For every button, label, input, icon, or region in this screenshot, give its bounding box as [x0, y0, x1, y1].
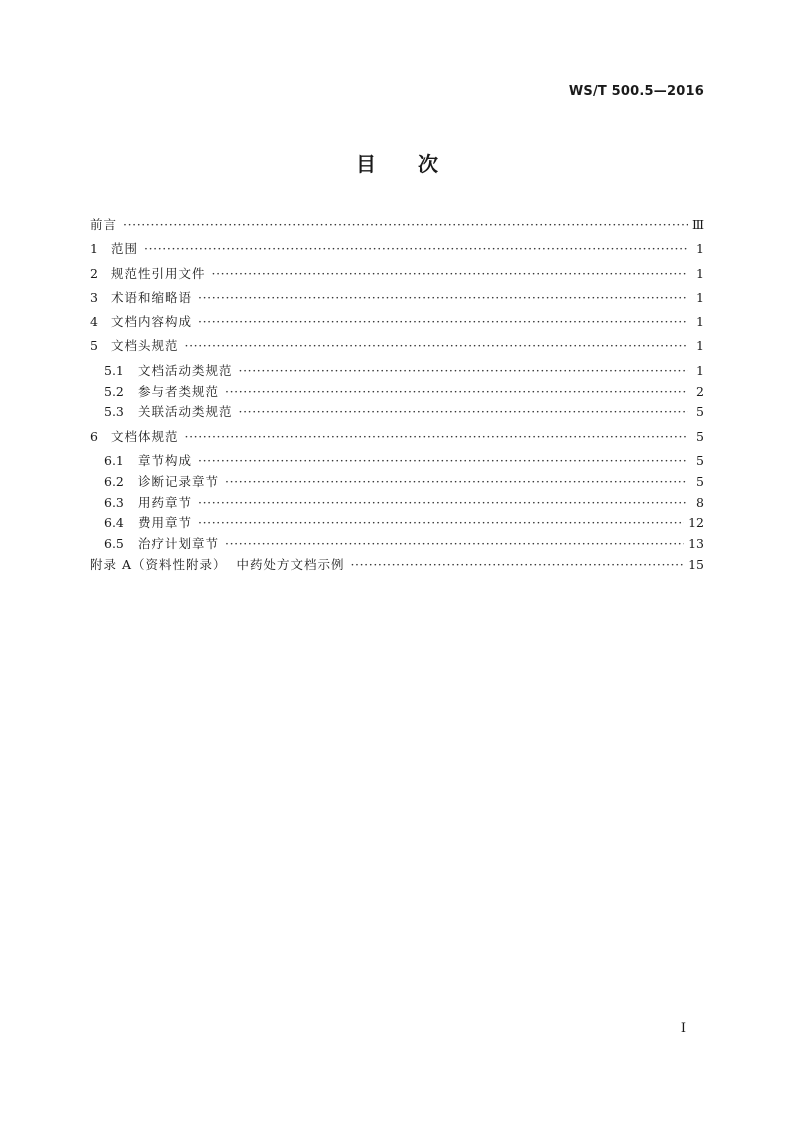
toc-entry-page: Ⅲ — [691, 217, 704, 232]
dot-leader — [198, 290, 688, 305]
toc-entry-page: 2 — [696, 383, 704, 399]
toc-entry-appendix[interactable] — [90, 555, 704, 579]
toc-entry-number: 5 — [90, 338, 98, 354]
toc-subentry[interactable] — [90, 451, 704, 472]
toc-subentry[interactable] — [90, 472, 704, 493]
toc-entry-label: 范围 — [111, 241, 139, 257]
toc-entry-number: 5.1 — [104, 362, 124, 378]
page-title — [0, 150, 794, 178]
toc-entry[interactable] — [90, 336, 704, 360]
toc-entry-number: 5.2 — [104, 383, 124, 399]
dot-leader — [239, 404, 688, 419]
toc-entry-label: 诊断记录章节 — [138, 473, 220, 489]
toc-entry-label: 文档头规范 — [111, 338, 179, 354]
toc-entry-page: 1 — [696, 265, 704, 281]
toc-entry[interactable] — [90, 264, 704, 288]
dot-leader — [225, 384, 688, 399]
toc-entry-page: 12 — [688, 515, 704, 531]
dot-leader — [198, 453, 688, 468]
toc-entry[interactable] — [90, 288, 704, 312]
toc-subentry[interactable] — [90, 382, 704, 403]
toc-entry[interactable] — [90, 215, 704, 239]
toc-entry-label: 文档体规范 — [111, 428, 179, 444]
toc-entry-number: 6.4 — [104, 515, 124, 531]
toc-subentry[interactable] — [90, 361, 704, 382]
toc-entry-label: 文档活动类规范 — [138, 362, 233, 378]
toc-entry-number: 6.1 — [104, 452, 124, 468]
toc-entry-number: 6 — [90, 428, 98, 444]
toc-entry-label: 章节构成 — [138, 452, 193, 468]
toc-entry-page: 15 — [688, 556, 704, 572]
toc-entry-label: 前言 — [90, 217, 118, 232]
dot-leader — [198, 515, 684, 530]
toc-subentry[interactable] — [90, 513, 704, 534]
dot-leader — [123, 217, 688, 232]
toc-entry-number: 6.2 — [104, 473, 124, 489]
toc-subentry[interactable] — [90, 534, 704, 555]
toc-entry[interactable] — [90, 427, 704, 451]
toc-entry-number: 1 — [90, 241, 98, 257]
toc-entry-page: 5 — [696, 473, 704, 489]
toc-entry-number: 4 — [90, 314, 98, 330]
toc-entry-label: 文档内容构成 — [111, 314, 193, 330]
toc-entry-number: 6.3 — [104, 494, 124, 510]
toc-entry-page: 1 — [696, 362, 704, 378]
dot-leader — [350, 557, 684, 572]
toc-entry-number: 5.3 — [104, 404, 124, 420]
dot-leader — [198, 495, 688, 510]
dot-leader — [144, 241, 688, 256]
toc-entry-number: 6.5 — [104, 536, 124, 552]
dot-leader — [239, 363, 688, 378]
toc-entry[interactable] — [90, 312, 704, 336]
toc-entry-label: 治疗计划章节 — [138, 536, 220, 552]
toc-entry-label: 规范性引用文件 — [111, 265, 206, 281]
toc-entry-page: 5 — [696, 428, 704, 444]
dot-leader — [185, 429, 688, 444]
toc-entry-label: 关联活动类规范 — [138, 404, 233, 420]
table-of-contents — [90, 215, 704, 579]
toc-entry-page: 5 — [696, 452, 704, 468]
page-number: I — [680, 1021, 686, 1036]
toc-entry-page: 1 — [696, 241, 704, 257]
toc-entry-label: 用药章节 — [138, 494, 193, 510]
toc-entry-label: 术语和缩略语 — [111, 289, 193, 305]
dot-leader — [212, 266, 688, 281]
toc-entry-page: 8 — [696, 494, 704, 510]
toc-entry-number: 2 — [90, 265, 98, 281]
title-char-1: 目 — [356, 152, 376, 176]
dot-leader — [185, 338, 688, 353]
dot-leader — [225, 474, 688, 489]
toc-entry-label: 参与者类规范 — [138, 383, 220, 399]
title-char-2: 次 — [418, 152, 438, 176]
dot-leader — [198, 314, 688, 329]
toc-entry-page: 1 — [696, 314, 704, 330]
toc-entry-page: 5 — [696, 404, 704, 420]
toc-entry-page: 1 — [696, 289, 704, 305]
toc-entry-page: 13 — [688, 536, 704, 552]
toc-entry[interactable] — [90, 239, 704, 263]
toc-entry-label: 附录 A（资料性附录） 中药处方文档示例 — [90, 556, 345, 572]
toc-entry-number: 3 — [90, 289, 98, 305]
toc-entry-label: 费用章节 — [138, 515, 193, 531]
dot-leader — [225, 536, 684, 551]
standard-number: WS/T 500.5—2016 — [568, 84, 704, 99]
toc-subentry[interactable] — [90, 402, 704, 423]
toc-entry-page: 1 — [696, 338, 704, 354]
toc-subentry[interactable] — [90, 493, 704, 514]
